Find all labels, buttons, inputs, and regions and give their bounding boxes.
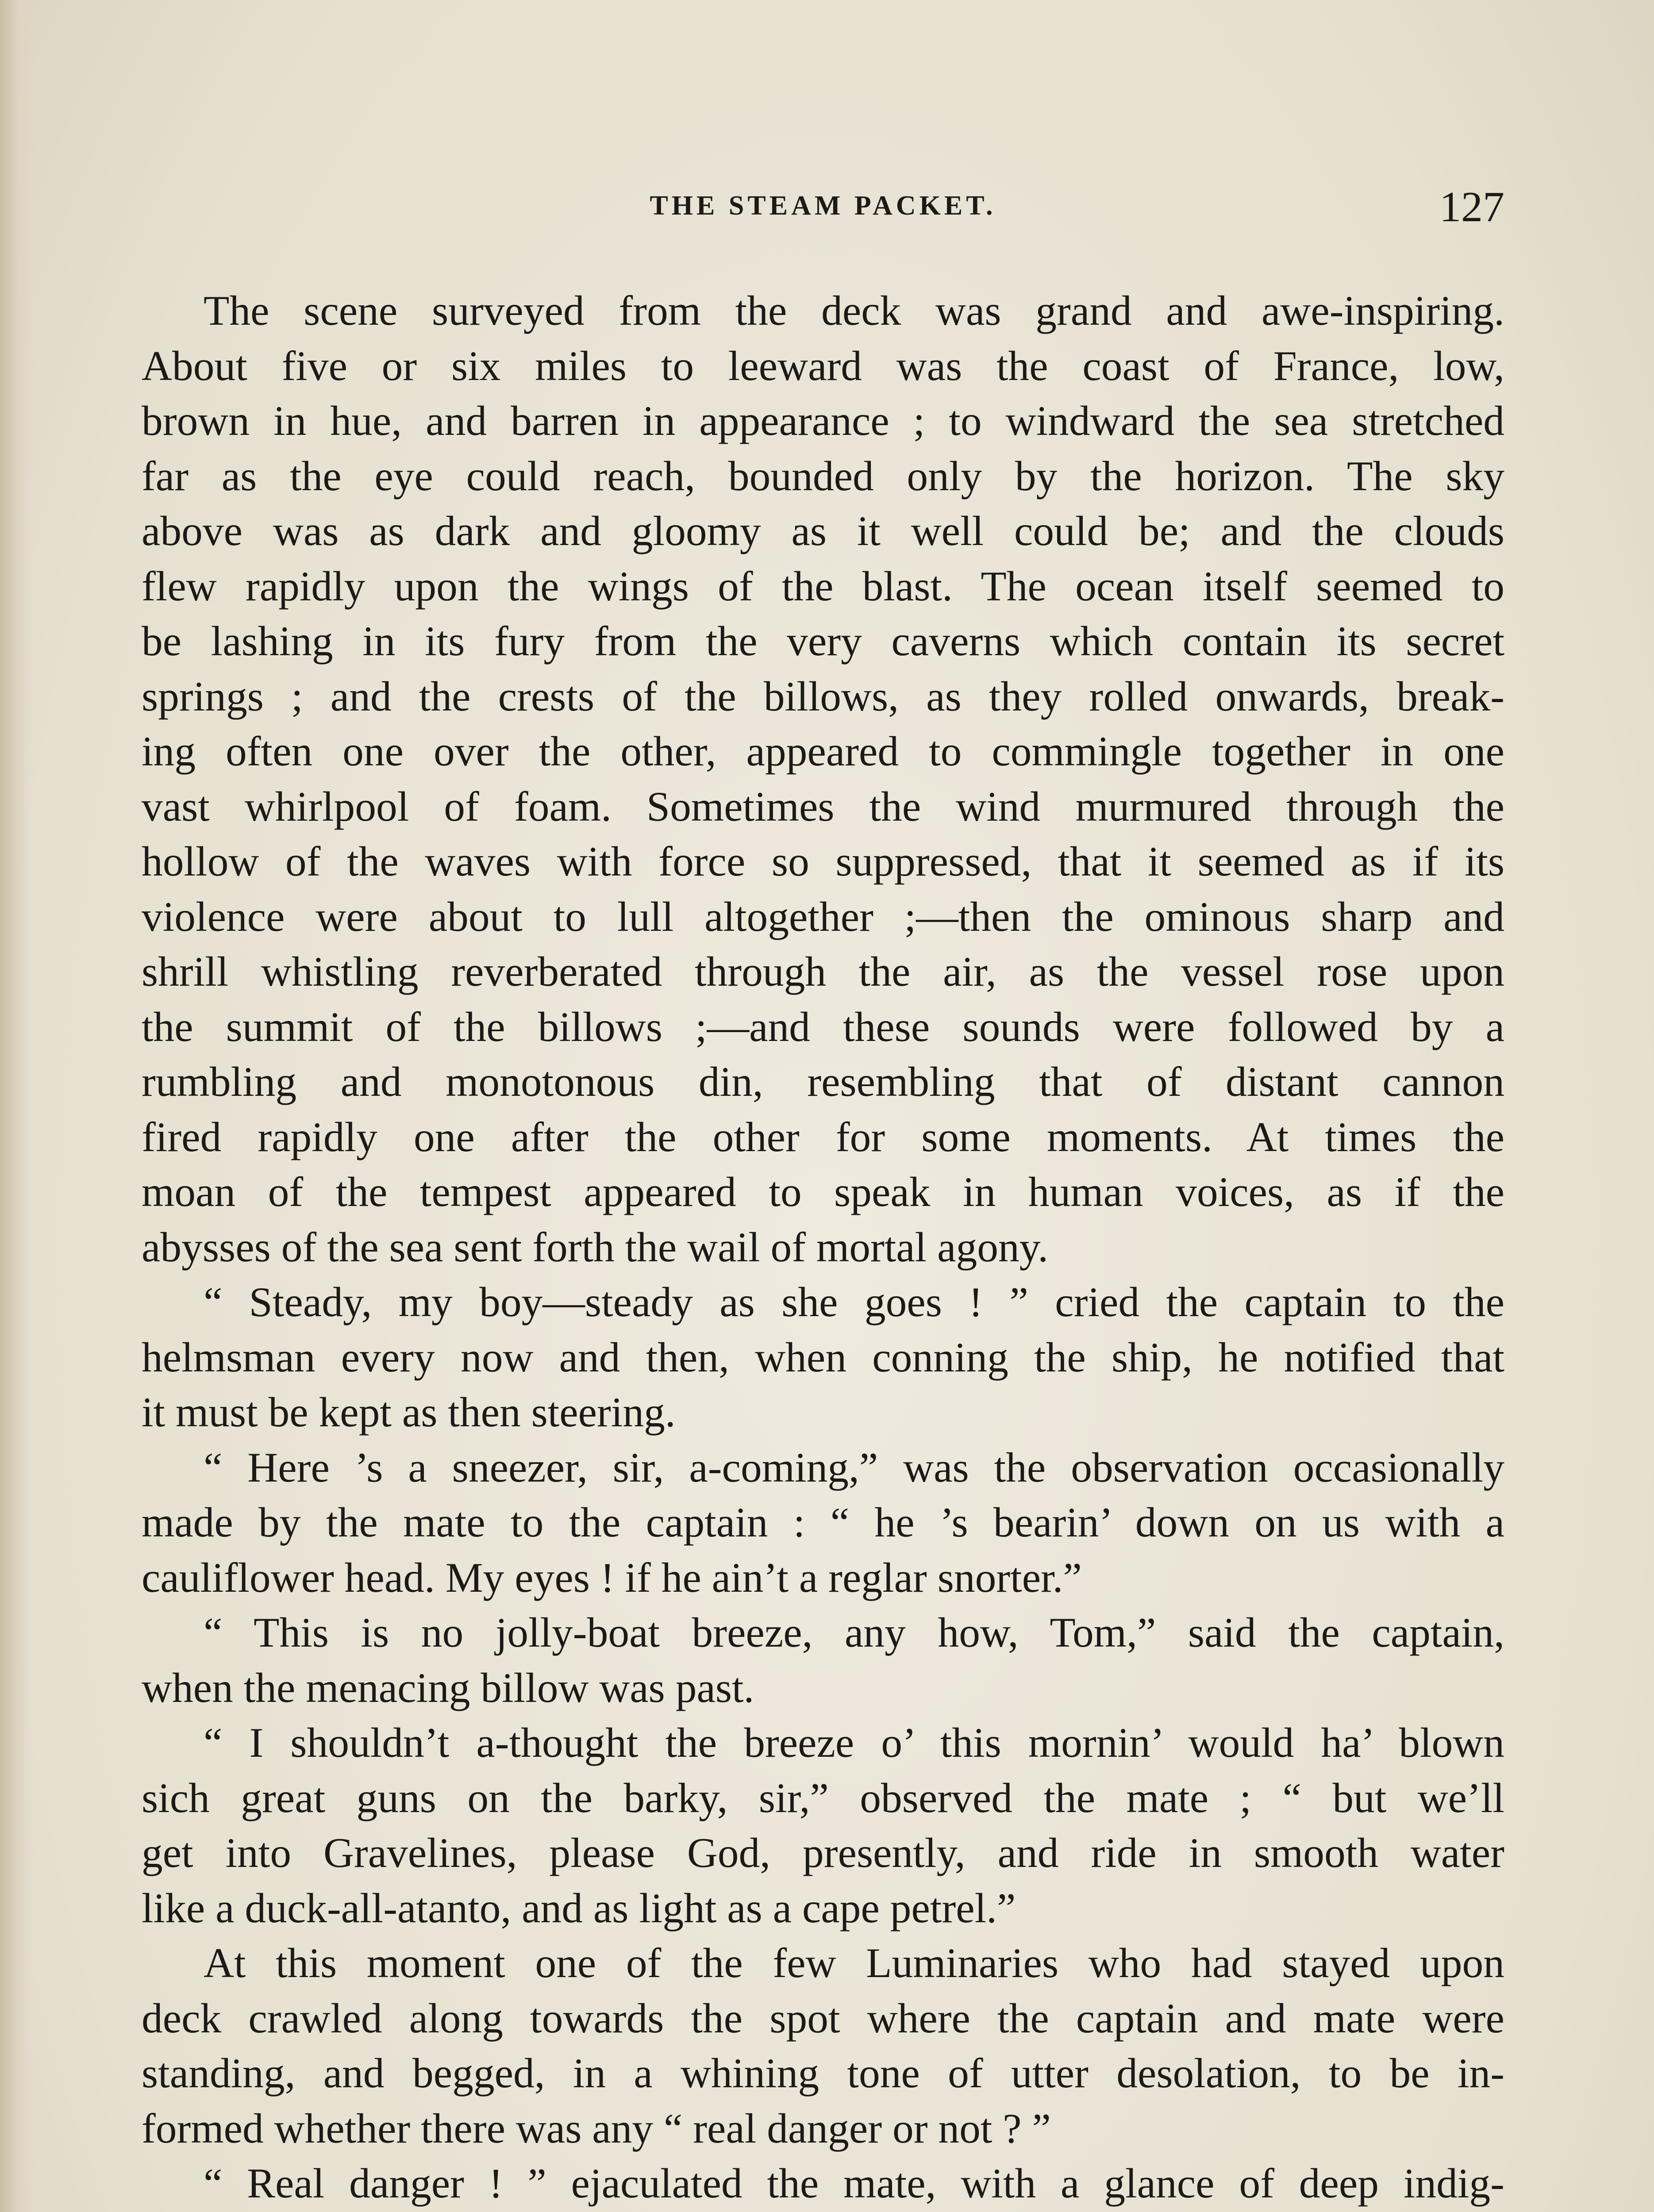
text-line: “ Steady, my boy—steady as she goes ! ” cried the captain to the (204, 1279, 1504, 1325)
text-line: like a duck-all-atanto, and as light as a cape petrel.” (142, 1884, 1016, 1932)
text-line: moan of the tempest appeared to speak in human voices, as if the (142, 1168, 1504, 1215)
text-line: sich great guns on the barky, sir,” observed the mate ; “ but we’ll (142, 1774, 1504, 1821)
text-line: “ This is no jolly-boat breeze, any how, Tom,” said the captain, (204, 1609, 1504, 1656)
text-line: brown in hue, and barren in appearance ; to windward the sea stretched (142, 397, 1504, 444)
text-line: ing often one over the other, appeared to commingle together in one (142, 728, 1504, 775)
text-line: “ Real danger ! ” ejaculated the mate, with a glance of deep indig- (204, 2160, 1504, 2207)
text-line: it must be kept as then steering. (142, 1389, 676, 1436)
text-line: cauliflower head. My eyes ! if he ain’t a reglar snorter.” (142, 1554, 1082, 1601)
page-number: 127 (1439, 183, 1504, 231)
text-line: get into Gravelines, please God, presently, and ride in smooth water (142, 1829, 1504, 1876)
text-line: the summit of the billows ;—and these sounds were followed by a (142, 1003, 1504, 1050)
text-line: abysses of the sea sent forth the wail of mortal agony. (142, 1223, 1049, 1271)
text-line: shrill whistling reverberated through the air, as the vessel rose upon (142, 948, 1504, 995)
text-line: About five or six miles to leeward was the coast of France, low, (142, 342, 1504, 389)
text-line: helmsman every now and then, when conning the ship, he notified that (142, 1333, 1504, 1381)
text-line: The scene surveyed from the deck was grand and awe-inspiring. (204, 287, 1504, 334)
text-line: springs ; and the crests of the billows, as they rolled onwards, break- (142, 672, 1504, 720)
text-line: deck crawled along towards the spot where the captain and mate were (142, 1994, 1504, 2042)
text-line: rumbling and monotonous din, resembling that of distant cannon (142, 1058, 1504, 1105)
body-text (142, 283, 1504, 2212)
text-line: “ Here ’s a sneezer, sir, a-coming,” was the observation occasionally (204, 1444, 1504, 1491)
text-line: fired rapidly one after the other for some moments. At times the (142, 1113, 1504, 1160)
text-line: At this moment one of the few Luminaries who had stayed upon (204, 1939, 1504, 1986)
text-line: made by the mate to the captain : “ he ’s bearin’ down on us with a (142, 1499, 1504, 1546)
text-line: violence were about to lull altogether ;—then the ominous sharp and (142, 893, 1504, 940)
page-header (142, 183, 1504, 243)
text-line: “ I shouldn’t a-thought the breeze o’ this mornin’ would ha’ blown (204, 1719, 1504, 1766)
running-title: THE STEAM PACKET. (650, 191, 996, 221)
text-line: flew rapidly upon the wings of the blast. The ocean itself seemed to (142, 562, 1504, 610)
text-line: vast whirlpool of foam. Sometimes the wind murmured through the (142, 783, 1504, 830)
text-line: be lashing in its fury from the very caverns which contain its secret (142, 618, 1504, 664)
text-line: hollow of the waves with force so suppressed, that it seemed as if its (142, 838, 1504, 885)
text-line: formed whether there was any “ real danger or not ? ” (142, 2104, 1051, 2152)
text-line: standing, and begged, in a whining tone of utter desolation, to be in- (142, 2050, 1504, 2097)
text-line: above was as dark and gloomy as it well could be; and the clouds (142, 507, 1504, 554)
text-line: when the menacing billow was past. (142, 1664, 754, 1711)
text-line: far as the eye could reach, bounded only by the horizon. The sky (142, 452, 1504, 499)
page-gutter-shadow (0, 0, 31, 2212)
